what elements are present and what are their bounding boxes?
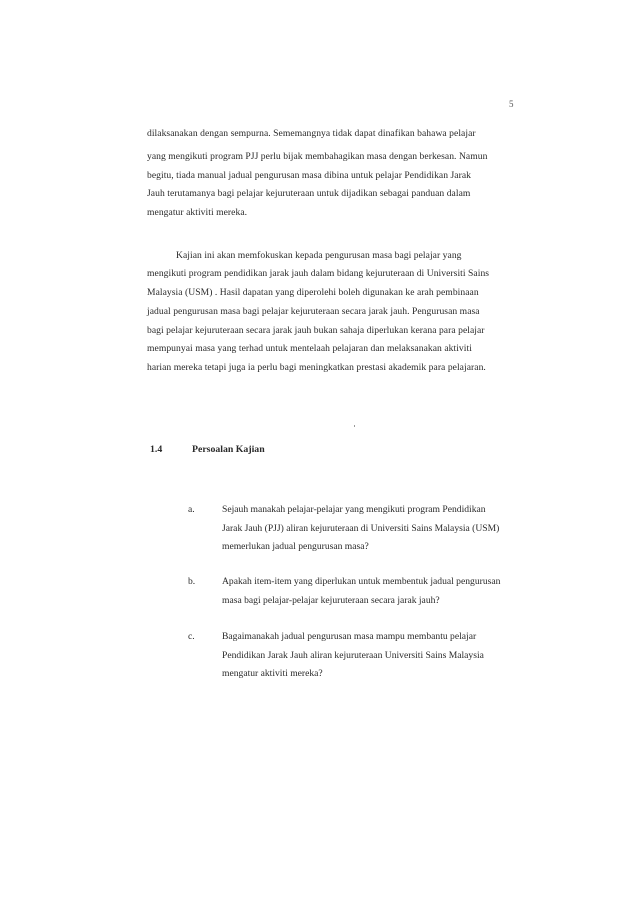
question-letter: a. bbox=[188, 504, 195, 515]
question-letter: c. bbox=[188, 631, 195, 642]
section-title: Persoalan Kajian bbox=[192, 444, 265, 455]
question-line: Bagaimanakah jadual pengurusan masa mampu membantu pelajar bbox=[222, 631, 477, 642]
paragraph-line: mempunyai masa yang terhad untuk mentelaah pelajaran dan melaksanakan aktiviti bbox=[147, 343, 472, 354]
section-number: 1.4 bbox=[150, 444, 163, 455]
paragraph-line: Malaysia (USM) . Hasil dapatan yang diperolehi boleh digunakan ke arah pembinaan bbox=[147, 287, 479, 298]
paragraph-line: begitu, tiada manual jadual pengurusan masa dibina untuk pelajar Pendidikan Jarak bbox=[147, 170, 472, 181]
question-line: Apakah item-item yang diperlukan untuk membentuk jadual pengurusan bbox=[222, 576, 501, 587]
paragraph-line: Kajian ini akan memfokuskan kepada pengurusan masa bagi pelajar yang bbox=[176, 250, 462, 261]
page-number: 5 bbox=[509, 99, 514, 109]
question-line: memerlukan jadual pengurusan masa? bbox=[222, 541, 369, 552]
paragraph-line: Jauh terutamanya bagi pelajar kejuruteraan untuk dijadikan sebagai panduan dalam bbox=[147, 188, 471, 199]
paragraph-line: bagi pelajar kejuruteraan secara jarak jauh bukan sahaja diperlukan kerana para pelajar bbox=[147, 325, 485, 336]
paragraph-line: dilaksanakan dengan sempurna. Sememangnya tidak dapat dinafikan bahawa pelajar bbox=[147, 128, 476, 139]
paragraph-line: yang mengikuti program PJJ perlu bijak membahagikan masa dengan berkesan. Namun bbox=[147, 151, 488, 162]
paragraph-line: mengatur aktiviti mereka. bbox=[147, 207, 248, 218]
paragraph-line: jadual pengurusan masa bagi pelajar kejuruteraan secara jarak jauh. Pengurusan masa bbox=[147, 306, 480, 317]
paragraph-line: mengikuti program pendidikan jarak jauh dalam bidang kejuruteraan di Universiti Sains bbox=[147, 268, 490, 279]
paragraph-line: harian mereka tetapi juga ia perlu bagi meningkatkan prestasi akademik para pelajaran. bbox=[147, 362, 486, 373]
question-line: masa bagi pelajar-pelajar kejuruteraan secara jarak jauh? bbox=[222, 595, 440, 606]
question-line: mengatur aktiviti mereka? bbox=[222, 668, 323, 679]
scan-speck bbox=[354, 425, 355, 427]
question-line: Jarak Jauh (PJJ) aliran kejuruteraan di Universiti Sains Malaysia (USM) bbox=[222, 523, 500, 534]
question-line: Pendidikan Jarak Jauh aliran kejuruteraan Universiti Sains Malaysia bbox=[222, 650, 484, 661]
question-line: Sejauh manakah pelajar-pelajar yang mengikuti program Pendidikan bbox=[222, 504, 486, 515]
question-letter: b. bbox=[188, 576, 196, 587]
